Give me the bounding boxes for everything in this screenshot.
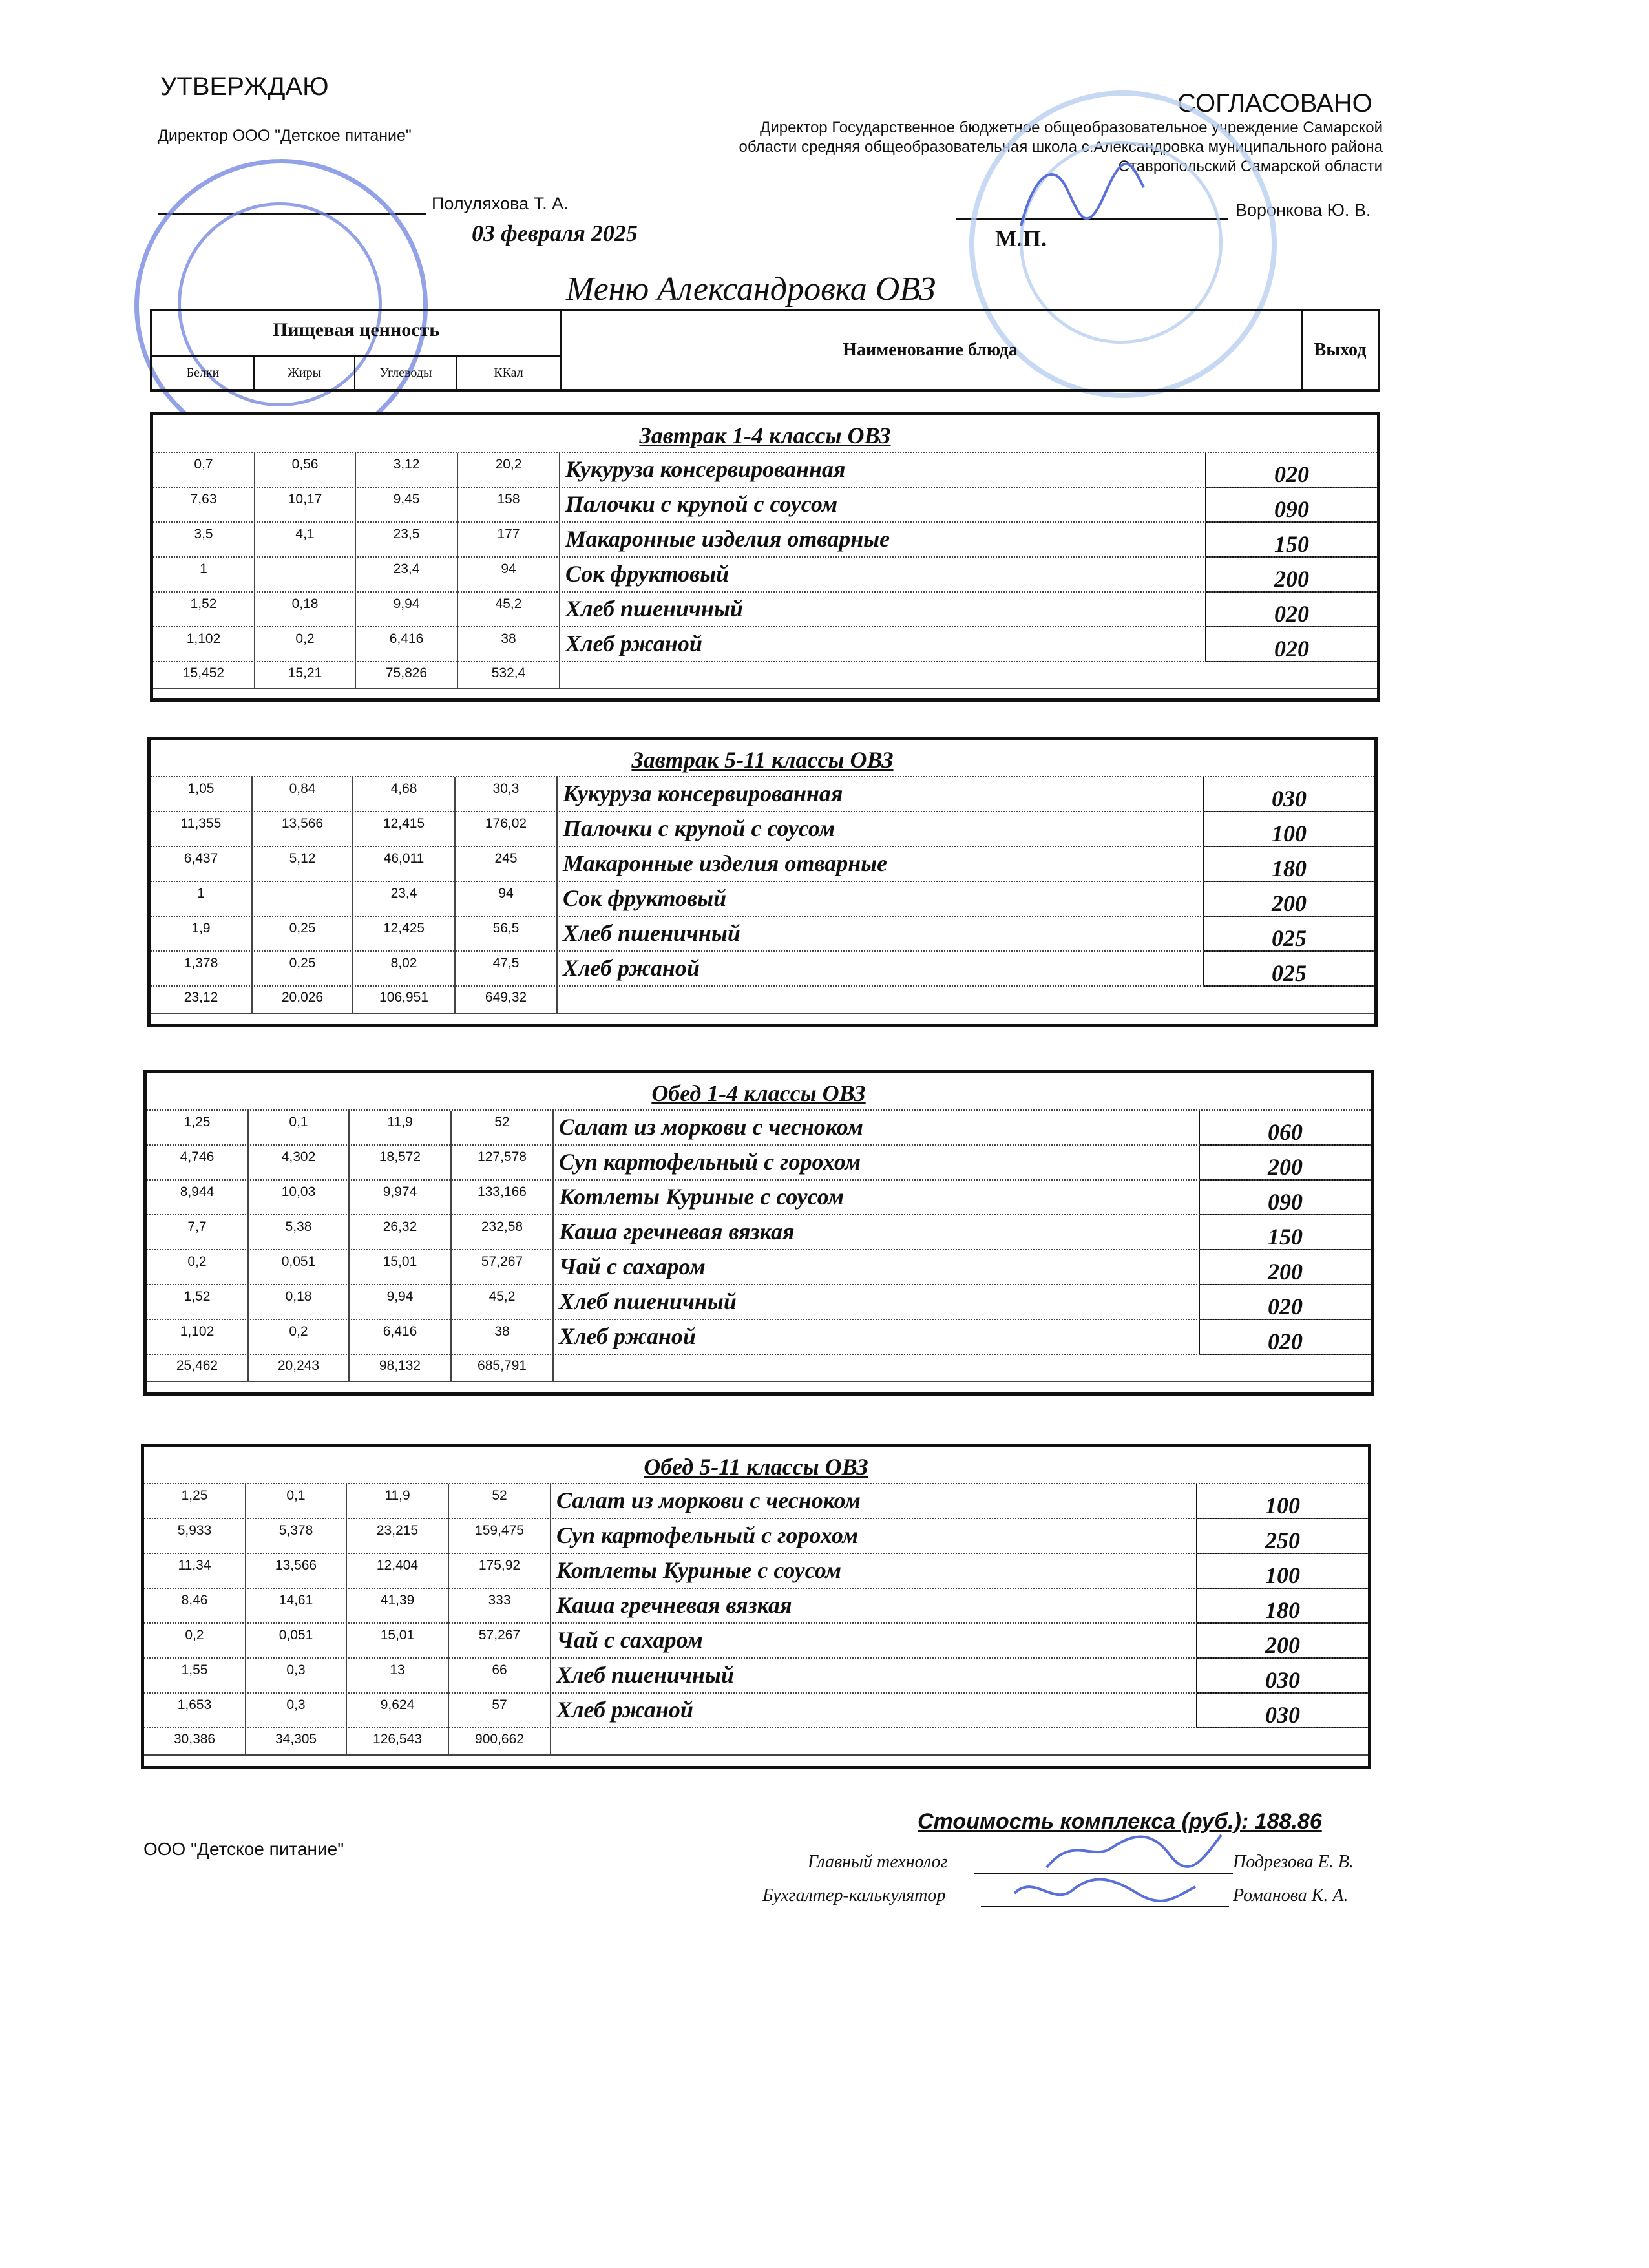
nutrition-cell: 7,63	[153, 488, 255, 523]
table-row	[151, 881, 1374, 917]
nutrition-cell: 0,18	[249, 1285, 350, 1320]
nutrition-cell: 0,2	[144, 1624, 246, 1659]
nutrition-cell: 23,4	[353, 882, 456, 917]
dish-yield: 090	[1200, 1181, 1371, 1215]
nutrition-cell: 175,92	[449, 1554, 551, 1589]
nutrition-cell: 8,46	[144, 1589, 246, 1624]
total-cell: 34,305	[246, 1728, 347, 1754]
total-cell: 126,543	[347, 1728, 449, 1754]
nutrition-cell: 1,25	[147, 1111, 249, 1146]
dish-yield: 200	[1200, 1250, 1371, 1285]
nutrition-cell: 57,267	[452, 1250, 554, 1285]
nutrition-cell: 0,3	[246, 1694, 347, 1728]
dish-name: Макаронные изделия отварные	[560, 523, 1206, 558]
nutrition-cell: 23,5	[356, 523, 458, 558]
accountant-label: Бухгалтер-калькулятор	[762, 1885, 946, 1906]
footer-org: ООО "Детское питание"	[143, 1839, 344, 1859]
table-row	[147, 1144, 1371, 1181]
nutrition-cell: 13,566	[253, 812, 353, 847]
section-title: Завтрак 5-11 классы ОВЗ	[631, 747, 894, 773]
dish-yield: 020	[1206, 453, 1377, 488]
total-cell: 685,791	[452, 1355, 554, 1381]
nutrition-cell: 26,32	[350, 1215, 452, 1250]
dish-name: Хлеб ржаной	[558, 952, 1204, 987]
nutrition-cell: 4,1	[255, 523, 356, 558]
agreed-position-line3: Ставропольский Самарской области	[1118, 158, 1383, 175]
dish-name: Хлеб пшеничный	[558, 917, 1204, 952]
dish-yield: 030	[1197, 1659, 1368, 1694]
nutrition-cell: 159,475	[449, 1519, 551, 1554]
nutrition-cell: 52	[449, 1484, 551, 1519]
total-row	[144, 1727, 1368, 1756]
nutrition-cell: 1,55	[144, 1659, 246, 1694]
dish-yield: 180	[1204, 847, 1374, 882]
dish-name: Макаронные изделия отварные	[558, 847, 1204, 882]
dish-name: Каша гречневая вязкая	[554, 1215, 1200, 1250]
nutrition-cell	[253, 882, 353, 917]
nutrition-cell: 12,425	[353, 917, 456, 952]
table-row	[153, 487, 1377, 523]
table-row	[144, 1657, 1368, 1694]
dish-name: Кукуруза консервированная	[560, 453, 1206, 488]
agreed-signer: Воронкова Ю. В.	[1235, 200, 1371, 220]
nutrition-cell: 1	[151, 882, 253, 917]
table-row	[147, 1249, 1371, 1285]
nutrition-cell: 0,2	[147, 1250, 249, 1285]
table-row	[151, 950, 1374, 987]
nutrition-cell: 9,45	[356, 488, 458, 523]
total-cell: 649,32	[456, 987, 558, 1013]
nutrition-cell: 38	[458, 627, 560, 662]
nutrition-cell: 5,933	[144, 1519, 246, 1554]
menu-section	[141, 1444, 1371, 1769]
dish-name: Хлеб пшеничный	[560, 593, 1206, 627]
nutrition-cell: 12,415	[353, 812, 456, 847]
accountant-name: Романова К. А.	[1233, 1885, 1349, 1906]
nutrition-cell: 10,17	[255, 488, 356, 523]
dish-name: Салат из моркови с чесноком	[554, 1111, 1200, 1146]
nutrition-cell: 177	[458, 523, 560, 558]
dish-yield: 250	[1197, 1519, 1368, 1554]
signature-accountant	[1008, 1867, 1202, 1913]
dish-name: Чай с сахаром	[554, 1250, 1200, 1285]
total-cell: 25,462	[147, 1355, 249, 1381]
dish-name: Кукуруза консервированная	[558, 777, 1204, 812]
table-row	[144, 1622, 1368, 1659]
dish-yield: 020	[1200, 1320, 1371, 1355]
nutrition-cell: 47,5	[456, 952, 558, 987]
dish-yield: 150	[1200, 1215, 1371, 1250]
nutrition-cell: 6,416	[350, 1320, 452, 1355]
nutrition-cell: 20,2	[458, 453, 560, 488]
dish-name: Хлеб пшеничный	[554, 1285, 1200, 1320]
table-row	[147, 1179, 1371, 1215]
menu-section	[150, 412, 1380, 702]
table-row	[144, 1553, 1368, 1589]
dish-yield: 020	[1206, 627, 1377, 662]
dish-yield: 100	[1197, 1484, 1368, 1519]
table-row	[151, 776, 1374, 812]
nutrition-cell: 0,051	[246, 1624, 347, 1659]
table-row	[151, 811, 1374, 847]
total-cell: 532,4	[458, 662, 560, 688]
section-title: Обед 5-11 классы ОВЗ	[644, 1454, 868, 1480]
table-row	[147, 1319, 1371, 1355]
seal-label: М.П.	[995, 226, 1047, 251]
dish-yield: 025	[1204, 952, 1374, 987]
complex-cost: Стоимость комплекса (руб.): 188.86	[918, 1809, 1322, 1834]
nutrition-cell: 0,84	[253, 777, 353, 812]
nutrition-cell: 13	[347, 1659, 449, 1694]
menu-section	[147, 737, 1378, 1027]
nutrition-cell: 18,572	[350, 1146, 452, 1181]
nutrition-cell: 0,56	[255, 453, 356, 488]
nutrition-cell: 52	[452, 1111, 554, 1146]
nutrition-cell: 0,1	[246, 1484, 347, 1519]
dish-name: Сок фруктовый	[558, 882, 1204, 917]
dish-yield: 030	[1197, 1694, 1368, 1728]
dish-name: Палочки с крупой с соусом	[560, 488, 1206, 523]
agreed-position-line2: области средняя общеобразовательная школа с.Александровка муниципального района	[739, 138, 1383, 156]
nutrition-cell: 1,25	[144, 1484, 246, 1519]
dish-name: Сок фруктовый	[560, 558, 1206, 593]
dish-yield: 200	[1204, 882, 1374, 917]
table-row	[151, 916, 1374, 952]
total-row	[153, 661, 1377, 689]
nutrition-cell: 4,746	[147, 1146, 249, 1181]
nutrition-cell: 8,944	[147, 1181, 249, 1215]
approve-signer: Полуляхова Т. А.	[432, 194, 569, 213]
nutrition-cell: 1,52	[153, 593, 255, 627]
nutrition-cell: 0,2	[255, 627, 356, 662]
agreed-position-line1: Директор Государственное бюджетное общеобразовательное учреждение Самарской	[760, 119, 1383, 136]
nutrition-cell: 158	[458, 488, 560, 523]
nutrition-cell: 6,437	[151, 847, 253, 882]
nutrition-cell: 4,68	[353, 777, 456, 812]
total-row	[147, 1354, 1371, 1382]
nutrition-cell: 66	[449, 1659, 551, 1694]
dish-name: Каша гречневая вязкая	[551, 1589, 1197, 1624]
nutrition-cell: 10,03	[249, 1181, 350, 1215]
nutrition-cell: 0,051	[249, 1250, 350, 1285]
nutrition-cell: 7,7	[147, 1215, 249, 1250]
nutrition-cell: 3,12	[356, 453, 458, 488]
nutrition-cell: 45,2	[458, 593, 560, 627]
total-cell: 30,386	[144, 1728, 246, 1754]
nutrition-cell: 12,404	[347, 1554, 449, 1589]
nutrition-cell: 9,94	[356, 593, 458, 627]
nutrition-cell: 8,02	[353, 952, 456, 987]
nutrition-cell: 0,25	[253, 952, 353, 987]
table-row	[147, 1109, 1371, 1146]
header-carbs: Углеводы	[355, 357, 457, 389]
dish-yield: 020	[1206, 593, 1377, 627]
dish-name: Хлеб ржаной	[551, 1694, 1197, 1728]
nutrition-cell: 176,02	[456, 812, 558, 847]
nutrition-cell: 15,01	[347, 1624, 449, 1659]
dish-yield: 060	[1200, 1111, 1371, 1146]
section-title: Завтрак 1-4 классы ОВЗ	[639, 423, 891, 448]
dish-name: Чай с сахаром	[551, 1624, 1197, 1659]
table-row	[144, 1518, 1368, 1554]
dish-yield: 100	[1204, 812, 1374, 847]
nutrition-cell: 46,011	[353, 847, 456, 882]
nutrition-cell: 5,38	[249, 1215, 350, 1250]
nutrition-cell: 0,2	[249, 1320, 350, 1355]
approve-date: 03 февраля 2025	[472, 220, 638, 246]
header-yield: Выход	[1314, 340, 1367, 360]
nutrition-cell: 1,102	[153, 627, 255, 662]
nutrition-cell: 13,566	[246, 1554, 347, 1589]
nutrition-cell: 0,7	[153, 453, 255, 488]
nutrition-cell: 232,58	[452, 1215, 554, 1250]
table-row	[153, 556, 1377, 593]
dish-name: Котлеты Куриные с соусом	[554, 1181, 1200, 1215]
nutrition-cell: 45,2	[452, 1285, 554, 1320]
dish-name: Хлеб пшеничный	[551, 1659, 1197, 1694]
total-cell: 900,662	[449, 1728, 551, 1754]
nutrition-cell: 9,94	[350, 1285, 452, 1320]
nutrition-cell: 41,39	[347, 1589, 449, 1624]
section-title: Обед 1-4 классы ОВЗ	[651, 1080, 866, 1106]
dish-name: Салат из моркови с чесноком	[551, 1484, 1197, 1519]
total-cell: 20,026	[253, 987, 353, 1013]
nutrition-cell: 5,378	[246, 1519, 347, 1554]
nutrition-cell: 4,302	[249, 1146, 350, 1181]
approve-position: Директор ООО "Детское питание"	[158, 127, 412, 145]
dish-name: Хлеб ржаной	[560, 627, 1206, 662]
total-cell: 23,12	[151, 987, 253, 1013]
nutrition-cell: 1,378	[151, 952, 253, 987]
dish-yield: 200	[1200, 1146, 1371, 1181]
total-cell: 20,243	[249, 1355, 350, 1381]
total-cell: 106,951	[353, 987, 456, 1013]
header-proteins: Белки	[152, 357, 255, 389]
nutrition-cell: 11,9	[347, 1484, 449, 1519]
tech-name: Подрезова Е. В.	[1233, 1852, 1354, 1872]
dish-name: Суп картофельный с горохом	[551, 1519, 1197, 1554]
dish-yield: 030	[1204, 777, 1374, 812]
dish-name: Хлеб ржаной	[554, 1320, 1200, 1355]
total-cell: 15,452	[153, 662, 255, 688]
total-row	[151, 985, 1374, 1014]
table-row	[144, 1692, 1368, 1728]
dish-yield: 025	[1204, 917, 1374, 952]
dish-yield: 100	[1197, 1554, 1368, 1589]
nutrition-cell: 14,61	[246, 1589, 347, 1624]
table-row	[151, 846, 1374, 882]
nutrition-cell: 94	[456, 882, 558, 917]
nutrition-cell: 94	[458, 558, 560, 593]
nutrition-cell: 0,25	[253, 917, 353, 952]
agreed-title: СОГЛАСОВАНО	[1177, 89, 1372, 118]
table-row	[153, 521, 1377, 558]
dish-name: Палочки с крупой с соусом	[558, 812, 1204, 847]
nutrition-cell: 5,12	[253, 847, 353, 882]
total-cell: 15,21	[255, 662, 356, 688]
table-row	[144, 1483, 1368, 1519]
total-cell: 75,826	[356, 662, 458, 688]
nutrition-cell: 333	[449, 1589, 551, 1624]
header-kcal: ККал	[494, 366, 523, 380]
table-row	[153, 452, 1377, 488]
nutrition-cell: 0,3	[246, 1659, 347, 1694]
nutrition-cell: 1,102	[147, 1320, 249, 1355]
nutrition-cell: 6,416	[356, 627, 458, 662]
nutrition-cell: 11,355	[151, 812, 253, 847]
dish-name: Суп картофельный с горохом	[554, 1146, 1200, 1181]
nutrition-cell: 245	[456, 847, 558, 882]
table-row	[147, 1214, 1371, 1250]
table-row	[144, 1588, 1368, 1624]
nutrition-cell: 0,18	[255, 593, 356, 627]
nutrition-cell: 30,3	[456, 777, 558, 812]
nutrition-cell: 15,01	[350, 1250, 452, 1285]
nutrition-cell: 1,9	[151, 917, 253, 952]
header-fats: Жиры	[255, 357, 355, 389]
nutrition-cell: 23,4	[356, 558, 458, 593]
nutrition-cell: 57	[449, 1694, 551, 1728]
table-row	[153, 591, 1377, 627]
dish-name: Котлеты Куриные с соусом	[551, 1554, 1197, 1589]
table-row	[147, 1284, 1371, 1320]
dish-yield: 180	[1197, 1589, 1368, 1624]
nutrition-cell: 57,267	[449, 1624, 551, 1659]
dish-yield: 200	[1206, 558, 1377, 593]
dish-yield: 090	[1206, 488, 1377, 523]
menu-title: Меню Александровка ОВЗ	[566, 271, 936, 308]
table-row	[153, 626, 1377, 662]
nutrition-cell: 9,624	[347, 1694, 449, 1728]
tech-label: Главный технолог	[808, 1852, 948, 1872]
nutrition-cell: 3,5	[153, 523, 255, 558]
nutrition-cell: 127,578	[452, 1146, 554, 1181]
nutrition-header	[152, 311, 562, 389]
header-dish-name: Наименование блюда	[560, 311, 1303, 389]
dish-yield: 020	[1200, 1285, 1371, 1320]
nutrition-cell: 38	[452, 1320, 554, 1355]
menu-section	[143, 1070, 1374, 1396]
nutrition-cell: 11,34	[144, 1554, 246, 1589]
nutrition-cell: 0,1	[249, 1111, 350, 1146]
dish-yield: 150	[1206, 523, 1377, 558]
nutrition-cell: 11,9	[350, 1111, 452, 1146]
nutrition-cell: 23,215	[347, 1519, 449, 1554]
column-header	[150, 309, 1380, 392]
nutrition-cell: 133,166	[452, 1181, 554, 1215]
dish-yield: 200	[1197, 1624, 1368, 1659]
approve-title: УТВЕРЖДАЮ	[160, 72, 329, 101]
nutrition-cell: 1,05	[151, 777, 253, 812]
nutrition-cell: 1,653	[144, 1694, 246, 1728]
nutrition-cell: 1,52	[147, 1285, 249, 1320]
nutrition-cell	[255, 558, 356, 593]
total-cell: 98,132	[350, 1355, 452, 1381]
signature-director	[1008, 149, 1150, 246]
nutrition-cell: 56,5	[456, 917, 558, 952]
nutrition-cell: 9,974	[350, 1181, 452, 1215]
nutrition-title: Пищевая ценность	[152, 311, 560, 357]
nutrition-cell: 1	[153, 558, 255, 593]
stamp-left	[134, 159, 428, 452]
